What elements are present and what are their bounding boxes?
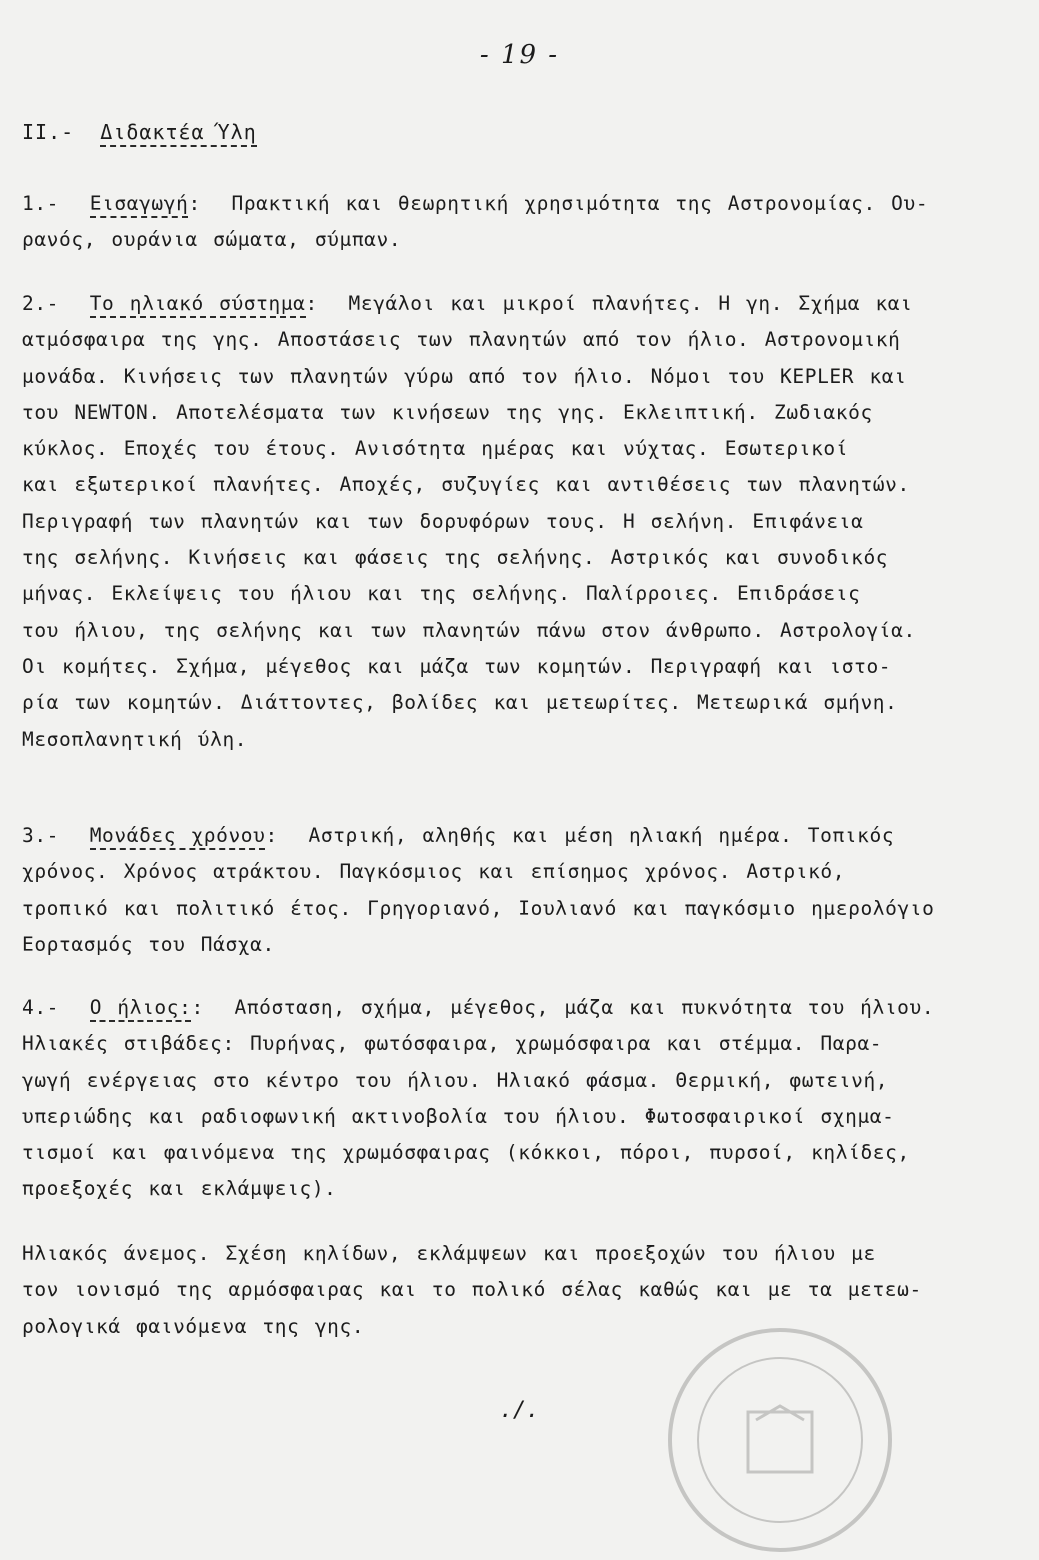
- section-title: Διδακτέα Ύλη: [100, 120, 257, 147]
- item-line: 1.- Εισαγωγή: Πρακτική και θεωρητική χρησιμότητα της Αστρονομίας. Ου-: [22, 186, 1022, 222]
- item-heading: Εισαγωγή: [90, 192, 189, 218]
- item-line: του NEWTON. Αποτελέσματα των κινήσεων της γης. Εκλειπτική. Ζωδιακός: [22, 400, 873, 424]
- item-line: τροπικό και πολιτικό έτος. Γρηγοριανό, Ιουλιανό και παγκόσμιο ημερολόγιο: [22, 896, 935, 920]
- item-line: και εξωτερικοί πλανήτες. Αποχές, συζυγίες και αντιθέσεις των πλανητών.: [22, 473, 910, 497]
- item-heading: Το ηλιακό σύστημα: [90, 292, 306, 318]
- item-line: μήνας. Εκλείψεις του ήλιου και της σελήνης. Παλίρροιες. Επιδράσεις: [22, 582, 861, 606]
- item-line: 3.- Μονάδες χρόνου: Αστρική, αληθής και μέση ηλιακή ημέρα. Τοπικός: [22, 818, 1022, 854]
- item-number: 4.-: [22, 996, 60, 1019]
- item-line: ατμόσφαιρα της γης. Αποστάσεις των πλανητών από τον ήλιο. Αστρονομική: [22, 328, 901, 352]
- item-time-units: [22, 818, 1022, 963]
- item-line: Οι κομήτες. Σχήμα, μέγεθος και μάζα των κομητών. Περιγραφή και ιστο-: [22, 654, 892, 678]
- continuation-mark: ./.: [499, 1398, 540, 1423]
- item-line: Μεσοπλανητική ύλη.: [22, 727, 248, 751]
- item-line: Ηλιακός άνεμος. Σχέση κηλίδων, εκλάμψεων και προεξοχών του ήλιου με: [22, 1242, 876, 1265]
- item-heading: Ο ήλιος:: [90, 996, 192, 1022]
- page-number: - 19 -: [479, 40, 560, 70]
- item-line: ρανός, ουράνια σώματα, σύμπαν.: [22, 228, 402, 252]
- section-number: II.-: [22, 120, 75, 144]
- item-line: τον ιονισμό της αρμόσφαιρας και το πολικό σέλας καθώς και με τα μετεω-: [22, 1278, 922, 1302]
- official-seal-stamp-icon: [660, 1320, 900, 1560]
- item-line: 2.- Το ηλιακό σύστημα: Μεγάλοι και μικροί πλανήτες. Η γη. Σχήμα και: [22, 286, 1022, 322]
- item-line: γωγή ενέργειας στο κέντρο του ήλιου. Ηλιακό φάσμα. Θερμική, φωτεινή,: [22, 1068, 889, 1092]
- item-number: 2.-: [22, 292, 60, 315]
- item-line: υπεριώδης και ραδιοφωνική ακτινοβολία του ήλιου. Φωτοσφαιρικοί σχημα-: [22, 1104, 895, 1128]
- item-line: Ηλιακές στιβάδες: Πυρήνας, φωτόσφαιρα, χρωμόσφαιρα και στέμμα. Παρα-: [22, 1032, 883, 1056]
- item-line: της σελήνης. Κινήσεις και φάσεις της σελήνης. Αστρικός και συνοδικός: [22, 546, 889, 570]
- item-line: μονάδα. Κινήσεις των πλανητών γύρω από τον ήλιο. Νόμοι του KEPLER και: [22, 364, 907, 388]
- item-line: 4.- Ο ήλιος:: Απόσταση, σχήμα, μέγεθος, μάζα και πυκνότητα του ήλιου.: [22, 990, 1022, 1026]
- item-introduction: [22, 186, 1022, 259]
- item-line: ρολογικά φαινόμενα της γης.: [22, 1314, 365, 1338]
- item-number: 3.-: [22, 824, 60, 847]
- item-heading: Μονάδες χρόνου: [90, 824, 266, 850]
- item-line: κύκλος. Εποχές του έτους. Ανισότητα ημέρας και νύχτας. Εσωτερικοί: [22, 437, 849, 461]
- item-line: τισμοί και φαινόμενα της χρωμόσφαιρας (κόκκοι, πόροι, πυρσοί, κηλίδες,: [22, 1141, 910, 1165]
- item-line: του ήλιου, της σελήνης και των πλανητών πάνω στον άνθρωπο. Αστρολογία.: [22, 618, 916, 642]
- item-line: Περιγραφή των πλανητών και των δορυφόρων τους. Η σελήνη. Επιφάνεια: [22, 509, 864, 533]
- item-solar-system: [22, 286, 1022, 758]
- item-line: προεξοχές και εκλάμψεις).: [22, 1177, 337, 1201]
- item-number: 1.-: [22, 192, 60, 215]
- item-line: χρόνος. Χρόνος ατράκτου. Παγκόσμιος και επίσημος χρόνος. Αστρικό,: [22, 860, 846, 884]
- item-line: ρία των κομητών. Διάττοντες, βολίδες και μετεωρίτες. Μετεωρικά σμήνη.: [22, 691, 898, 715]
- item-line: Εορτασμός του Πάσχα.: [22, 932, 275, 956]
- item-the-sun: [22, 990, 1022, 1208]
- section-heading: [22, 120, 257, 144]
